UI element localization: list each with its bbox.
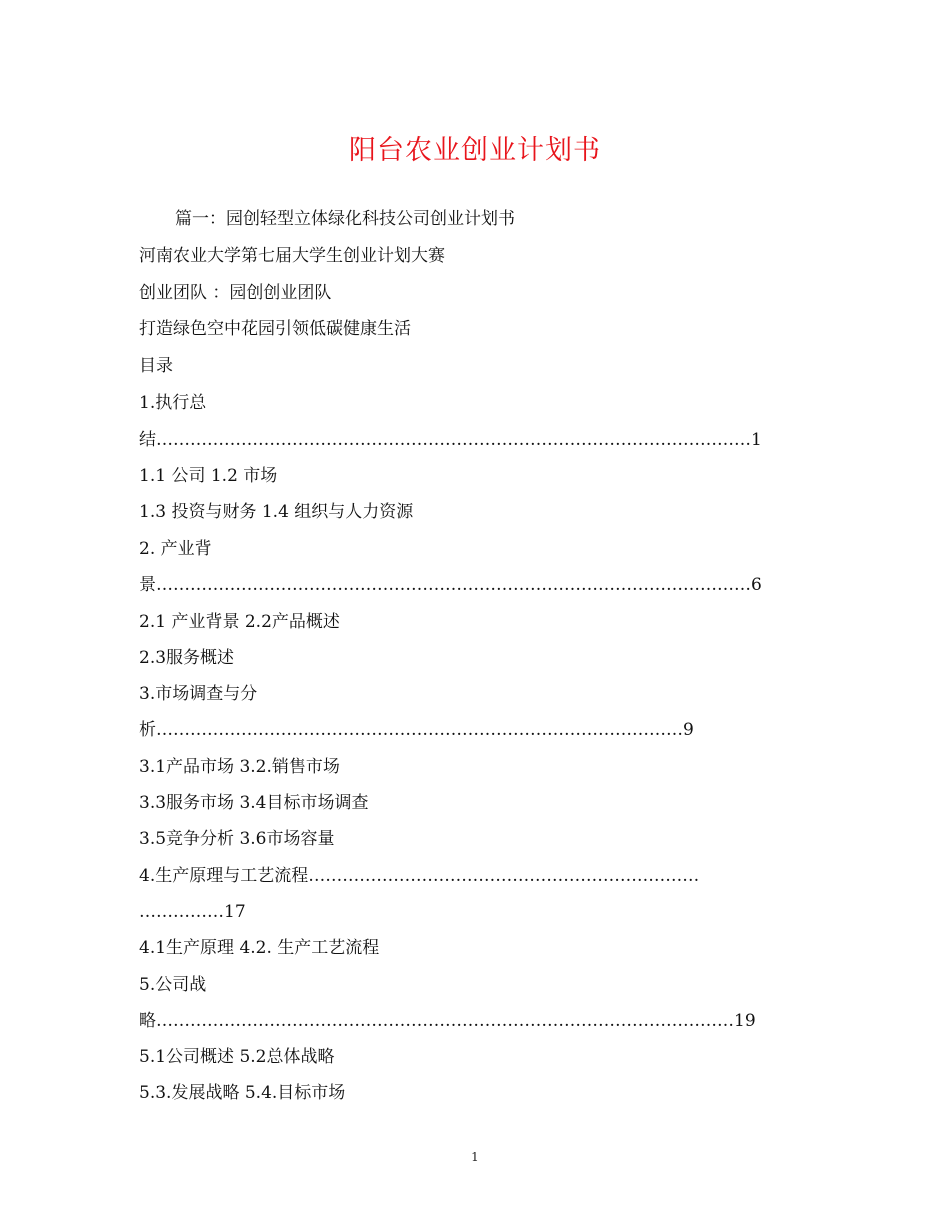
toc-entry: 4.生产原理与工艺流程……………………………………………………………: [139, 866, 700, 886]
text-line: 河南农业大学第七届大学生创业计划大赛: [139, 246, 445, 266]
toc-entry: 2. 产业背: [139, 539, 212, 559]
toc-entry: 3.1产品市场 3.2.销售市场: [139, 757, 340, 777]
section-heading: 篇一：园创轻型立体绿化科技公司创业计划书: [175, 209, 515, 229]
toc-entry: 景……………………………………………………………………………………………6: [139, 575, 762, 595]
page-number: 1: [471, 1150, 479, 1164]
toc-entry: 1.3 投资与财务 1.4 组织与人力资源: [139, 502, 414, 522]
toc-entry: 5.公司战: [139, 975, 207, 995]
text-line: 打造绿色空中花园引领低碳健康生活: [139, 319, 411, 339]
toc-entry: 4.1生产原理 4.2. 生产工艺流程: [139, 938, 380, 958]
document-title: 阳台农业创业计划书: [349, 135, 601, 166]
toc-entry: 5.3.发展战略 5.4.目标市场: [139, 1083, 346, 1103]
toc-entry: 2.1 产业背景 2.2产品概述: [139, 612, 340, 632]
toc-entry: 3.5竞争分析 3.6市场容量: [139, 829, 335, 849]
toc-entry: 2.3服务概述: [139, 648, 235, 668]
toc-entry: ……………17: [139, 902, 246, 922]
toc-entry: 结……………………………………………………………………………………………1: [139, 430, 762, 450]
toc-entry: 略…………………………………………………………………………………………19: [139, 1011, 756, 1031]
toc-entry: 1.执行总: [139, 393, 207, 413]
toc-heading: 目录: [139, 356, 173, 376]
toc-entry: 5.1公司概述 5.2总体战略: [139, 1047, 335, 1067]
toc-entry: 3.3服务市场 3.4目标市场调查: [139, 793, 369, 813]
toc-entry: 1.1 公司 1.2 市场: [139, 466, 278, 486]
text-line: 创业团队 ：园创创业团队: [139, 283, 332, 303]
toc-entry: 析…………………………………………………………………………………9: [139, 720, 694, 740]
toc-entry: 3.市场调查与分: [139, 684, 258, 704]
